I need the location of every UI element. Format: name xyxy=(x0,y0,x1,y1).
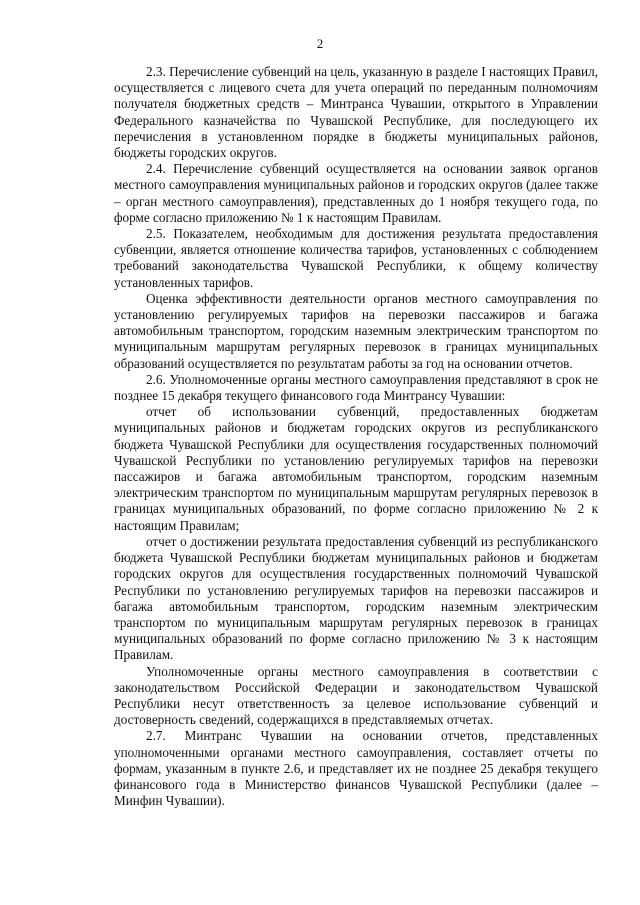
paragraph-2-3: 2.3. Перечисление субвенций на цель, указанную в разделе I настоящих Правил, осуществляется с лицевого счета для учета операций по переданным полномочиям получателя бюджетных средств – Минтранса Чувашии, открытого в Управлении Федерального казначейства по Чувашской Республике, для последующего их перечисления в установленном порядке в бюджеты муниципальных районов, бюджеты городских округов. xyxy=(114,64,598,161)
paragraph-2-5: 2.5. Показателем, необходимым для достижения результата предоставления субвенции, является отношение количества тарифов, установленных с соблюдением требований законодательства Чувашской Республики, к общему количеству установленных тарифов. xyxy=(114,226,598,290)
page-number: 2 xyxy=(316,36,324,51)
paragraph-responsibility: Уполномоченные органы местного самоуправления в соответствии с законодательством Российской Федерации и законодательством Чувашской Республики несут ответственность за целевое использование субвенций и достоверность сведений, содержащихся в представляемых отчетах. xyxy=(114,663,598,728)
paragraph-efficiency-assessment: Оценка эффективности деятельности органов местного самоуправления по установлению регулируемых тарифов на перевозки пассажиров и багажа автомобильным транспортом, городским наземным электрическим транспортом по муниципальным маршрутам регулярных перевозок в границах муниципальных образований осуществляется по результатам работы за год на основании отчетов. xyxy=(114,290,598,371)
paragraph-report-usage: отчет об использовании субвенций, предоставленных бюджетам муниципальных районов и бюджетам городских округов из республиканского бюджета Чувашской Республики для осуществления государственных полномочий Чувашской Республики по установлению регулируемых тарифов на перевозки пассажиров и багажа автомобильным транспортом, городским наземным электрическим транспортом по муниципальным маршрутам регулярных перевозок в границах муниципальных образований, по форме согласно приложению № 2 к настоящим Правилам; xyxy=(114,404,598,533)
paragraph-2-6: 2.6. Уполномоченные органы местного самоуправления представляют в срок не позднее 15 декабря текущего финансового года Минтрансу Чувашии: xyxy=(114,371,598,404)
paragraph-report-result: отчет о достижении результата предоставления субвенций из республиканского бюджета Чувашской Республики бюджетам муниципальных районов и бюджетам городских округов для осуществления государственных полномочий Чувашской Республики по установлению регулируемых тарифов на перевозки пассажиров и багажа автомобильным транспортом, городским наземным электрическим транспортом по муниципальным маршрутам регулярных перевозок в границах муниципальных образований по форме согласно приложению № 3 к настоящим Правилам. xyxy=(114,533,598,663)
paragraph-2-4: 2.4. Перечисление субвенций осуществляется на основании заявок органов местного самоуправления муниципальных районов и городских округов (далее также – орган местного самоуправления), представленных до 1 ноября текущего года, по форме согласно приложению № 1 к настоящим Правилам. xyxy=(114,161,598,225)
paragraph-2-7: 2.7. Минтранс Чувашии на основании отчетов, представленных уполномоченными органами местного самоуправления, составляет отчеты по формам, указанным в пункте 2.6, и представляет их не позднее 25 декабря текущего финансового года в Министерство финансов Чувашской Республики (далее – Минфин Чувашии). xyxy=(114,728,598,809)
document-body xyxy=(114,64,598,809)
